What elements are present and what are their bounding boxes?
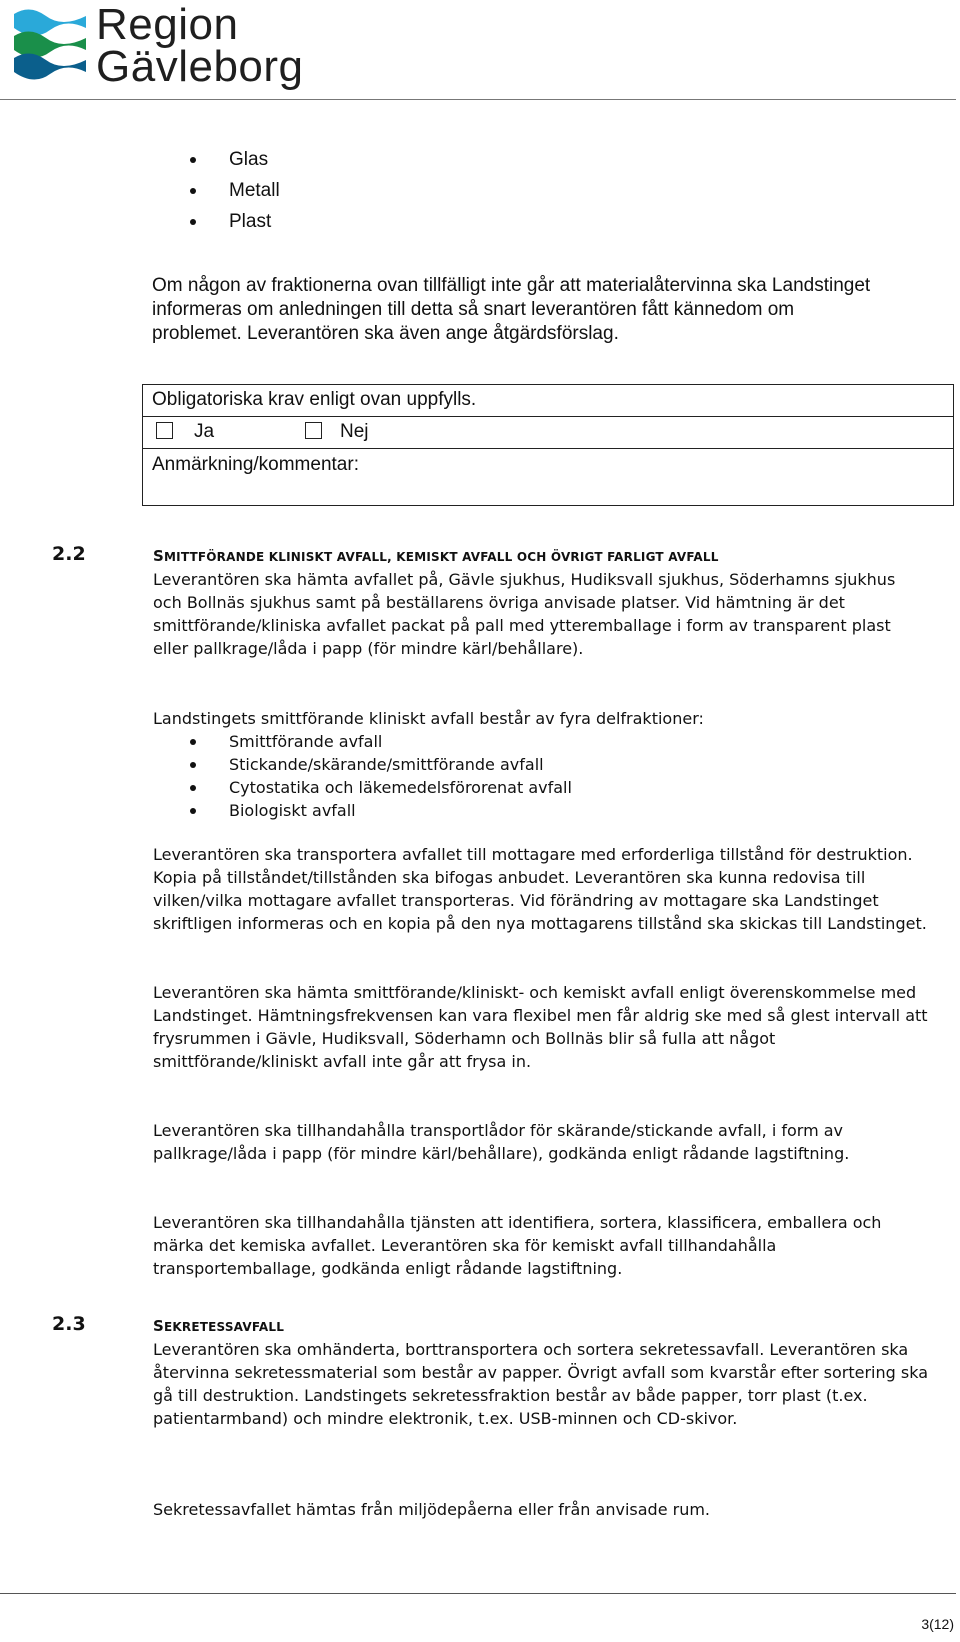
list-item: Cytostatika och läkemedelsförorenat avfall	[152, 776, 572, 799]
form-divider	[143, 448, 953, 449]
heading-rest: EKRETESSAVFALL	[164, 1320, 285, 1334]
section-number: 2.2	[52, 543, 86, 565]
section-paragraph: Leverantören ska tillhandahålla transportlådor för skärande/stickande avfall, i form av pallkrage/låda i papp (för mindre kärl/behållare), godkända enligt rådande lagstiftning.	[153, 1121, 850, 1163]
no-checkbox[interactable]	[305, 422, 322, 439]
section-heading	[153, 547, 719, 565]
subfraction-list	[152, 730, 572, 822]
fraction-list	[152, 144, 280, 237]
heading-initial: S	[153, 547, 165, 565]
no-label: Nej	[340, 421, 369, 442]
yes-label: Ja	[194, 421, 215, 442]
section-paragraph: Leverantören ska tillhandahålla tjänsten att identifiera, sortera, klassificera, emballera och märka det kemiska avfallet. Leverantören ska för kemiskt avfall tillhandahålla transportemballage, godkända enligt rådande lagstiftning.	[153, 1213, 882, 1278]
fraction-paragraph: Om någon av fraktionerna ovan tillfälligt inte går att materialåtervinna ska Landstinget informeras om anledningen till detta så snart leverantören fått kännedom om problemet. Leverantören ska även ange åtgärdsförslag.	[152, 275, 871, 344]
section-paragraph: Sekretessavfallet hämtas från miljödepåerna eller från anvisade rum.	[153, 1500, 711, 1519]
footer-divider	[0, 1593, 956, 1594]
comment-label: Anmärkning/kommentar:	[152, 454, 359, 475]
list-item: Metall	[152, 175, 280, 206]
requirement-form	[142, 384, 954, 506]
section-number: 2.3	[52, 1313, 86, 1335]
list-item: Biologiskt avfall	[152, 799, 572, 822]
list-item: Glas	[152, 144, 280, 175]
page-number: 3(12)	[921, 1616, 954, 1632]
region-gavleborg-logo-mark	[10, 6, 90, 86]
yes-checkbox[interactable]	[156, 422, 173, 439]
logo	[10, 0, 310, 91]
heading-initial: S	[153, 1317, 165, 1335]
list-item: Stickande/skärande/smittförande avfall	[152, 753, 572, 776]
section-heading	[153, 1317, 284, 1335]
form-divider	[143, 416, 953, 417]
heading-rest: MITTFÖRANDE KLINISKT AVFALL, KEMISKT AVFALL OCH ÖVRIGT FARLIGT AVFALL	[164, 550, 719, 564]
list-item: Smittförande avfall	[152, 730, 572, 753]
list-item: Plast	[152, 206, 280, 237]
section-paragraph: Leverantören ska transportera avfallet till mottagare med erforderliga tillstånd för destruktion. Kopia på tillståndet/tillstånden ska bifogas anbudet. Leverantören ska kunna redovisa till vilken/vilka mottagare avfallet transporteras. Vid förändring av mottagare ska Landstinget skriftligen informeras och en kopia på den nya mottagarens tillstånd ska skickas till Landstinget.	[153, 845, 927, 933]
logo-line-1: Region	[96, 0, 239, 49]
section-paragraph: Leverantören ska hämta smittförande/kliniskt- och kemiskt avfall enligt överenskommelse med Landstinget. Hämtningsfrekvensen kan vara flexibel men får aldrig ske med så glest intervall att frysrummen i Gävle, Hudiksvall, Söderhamn och Bollnäs blir så fulla att något smittförande/kliniskt avfall inte går att frysa in.	[153, 983, 928, 1071]
section-paragraph: Leverantören ska omhänderta, borttransportera och sortera sekretessavfall. Leverantören ska återvinna sekretessmaterial som består av papper. Övrigt avfall som kvarstår efter sortering ska gå till destruktion. Landstingets sekretessfraktion består av både papper, torr plast (t.ex. patientarmband) och mindre elektronik, t.ex. USB-minnen och CD-skivor.	[153, 1340, 928, 1428]
form-title: Obligatoriska krav enligt ovan uppfylls.	[152, 389, 477, 410]
section-paragraph: Leverantören ska hämta avfallet på, Gävle sjukhus, Hudiksvall sjukhus, Söderhamns sjukhus och Bollnäs sjukhus samt på beställarens övriga anvisade platser. Vid hämtning är det smittförande/kliniska avfallet packat på pall med ytteremballage i form av transparent plast eller pallkrage/låda i papp (för mindre kärl/behållare).	[153, 570, 896, 658]
logo-line-2: Gävleborg	[96, 42, 304, 91]
section-paragraph: Landstingets smittförande kliniskt avfall består av fyra delfraktioner:	[153, 709, 704, 728]
header-divider	[0, 99, 956, 100]
